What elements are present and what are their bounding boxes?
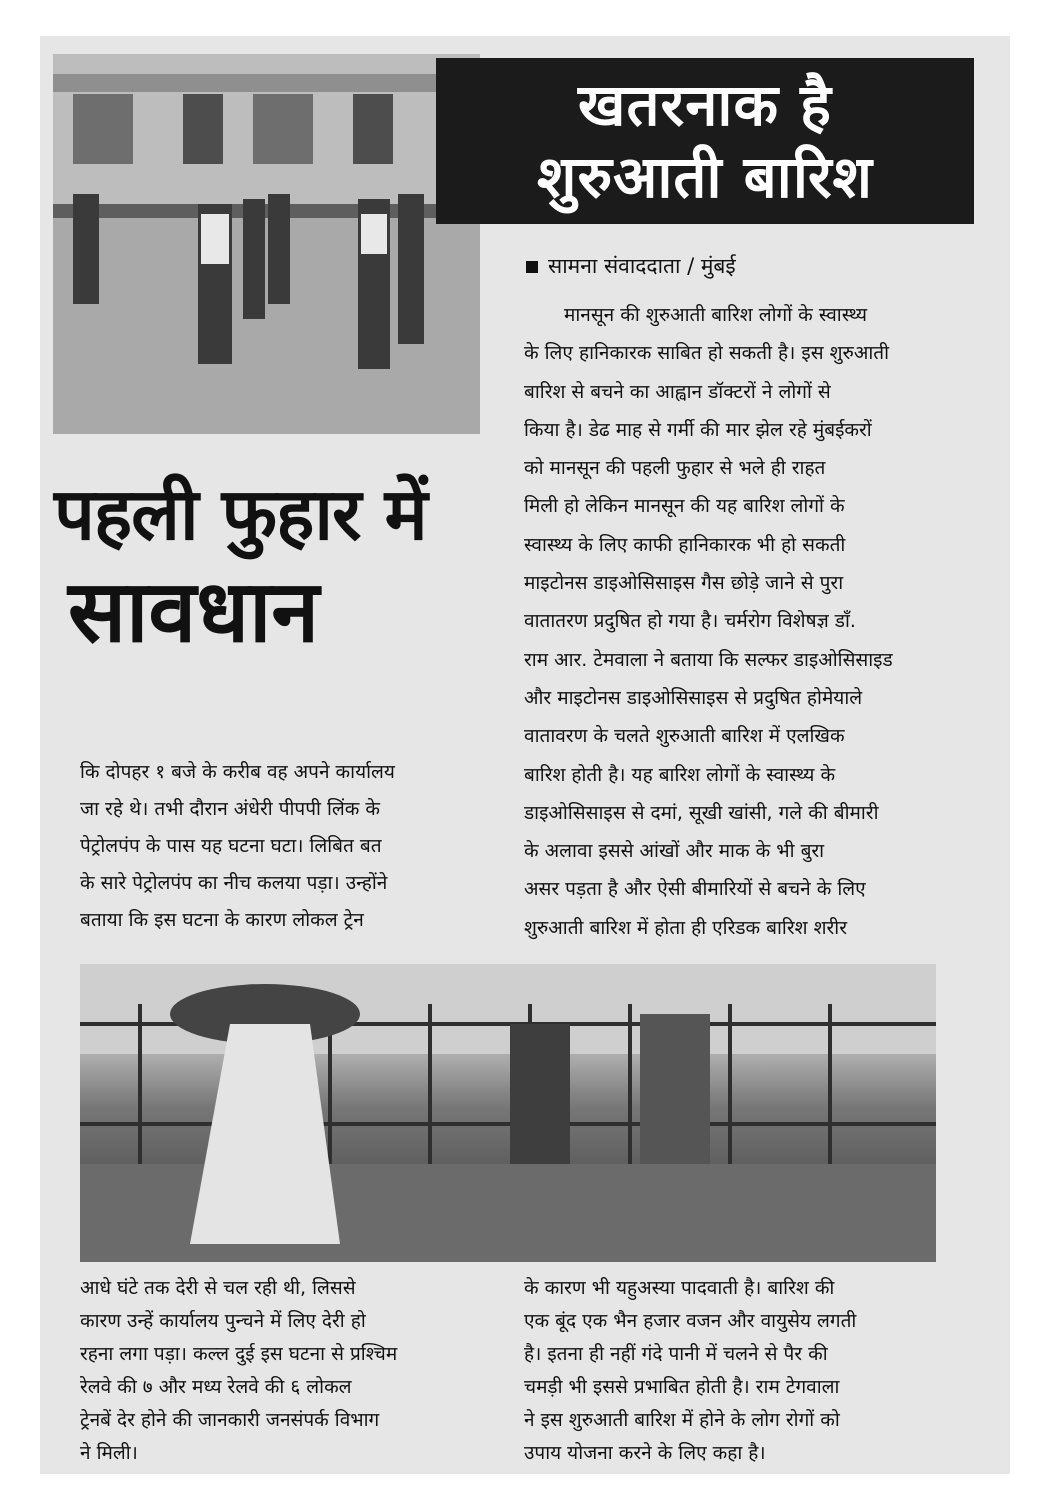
article-line: के कारण भी यहुअस्या पादवाती है। बारिश की xyxy=(524,1277,835,1299)
article-line: ने मिली। xyxy=(80,1442,138,1464)
article-line: पेट्रोलपंप के पास यह घटना घटा। लिबित बत xyxy=(80,835,382,857)
article-line: के सारे पेट्रोलपंप का नीच कलया पड़ा। उन्होंने xyxy=(80,872,388,894)
article-line: है। इतना ही नहीं गंदे पानी में चलने से पैर की xyxy=(524,1343,828,1365)
article-line: आधे घंटे तक देरी से चल रही थी, लिससे xyxy=(80,1277,356,1299)
article-line: ने इस शुरुआती बारिश में होने के लोग रोगों को xyxy=(524,1409,840,1431)
headline-line2: शुरुआती बारिश xyxy=(537,143,873,211)
article-line: कारण उन्हें कार्यालय पुन्चने में लिए देरी हो xyxy=(80,1310,366,1332)
article-line: के अलावा इससे आंखों और माक के भी बुरा xyxy=(524,840,825,863)
rain-street-photo xyxy=(80,964,936,1262)
article-line: ट्रेनबें देर होने की जानकारी जनसंपर्क विभाग xyxy=(80,1409,380,1431)
subheadline-line2: सावधान xyxy=(68,562,320,662)
article-line: किया है। डेढ माह से गर्मी की मार झेल रहे मुंबईकरों xyxy=(524,418,872,441)
article-line: उपाय योजना करने के लिए कहा है। xyxy=(524,1442,766,1464)
headline-line1: खतरनाक है xyxy=(578,71,832,139)
article-line: रेलवे की ७ और मध्य रेलवे की ६ लोकल xyxy=(80,1376,352,1398)
article-line: वातावरण के चलते शुरुआती बारिश में एलखिक xyxy=(524,725,845,748)
article-line: बारिश होती है। यह बारिश लोगों के स्वास्थ्य के xyxy=(524,763,836,786)
train-platform-photo xyxy=(53,54,480,434)
article-line: असर पड़ता है और ऐसी बीमारियों से बचने के लिए xyxy=(524,878,866,901)
article-line: स्वास्थ्य के लिए काफी हानिकारक भी हो सकती xyxy=(524,533,846,556)
article-line: मिली हो लेकिन मानसून की यह बारिश लोगों के xyxy=(524,495,845,518)
article-line: राम आर. टेमवाला ने बताया कि सल्फर डाइओसिसाइड xyxy=(524,648,893,671)
byline-square-icon xyxy=(526,261,538,273)
article-line: एक बूंद एक भैन हजार वजन और वायुसेय लगती xyxy=(524,1310,857,1332)
article-line: कि दोपहर १ बजे के करीब वह अपने कार्यालय xyxy=(80,761,395,783)
article-line: शुरुआती बारिश में होता ही एरिडक बारिश शरीर xyxy=(524,916,847,939)
article-line: बताया कि इस घटना के कारण लोकल ट्रेन xyxy=(80,909,364,931)
article-line: मानसून की शुरुआती बारिश लोगों के स्वास्थ्य xyxy=(564,304,868,326)
byline xyxy=(526,252,736,280)
article-line: माइटोनस डाइओसिसाइस गैस छोड़े जाने से पुरा xyxy=(524,572,844,595)
subheadline xyxy=(54,466,494,662)
article-line: के लिए हानिकारक साबित हो सकती है। इस शुरुआती xyxy=(524,342,890,365)
newspaper-clipping xyxy=(40,36,1010,1474)
article-line: वातातरण प्रदुषित हो गया है। चर्मरोग विशेषज्ञ डॉं. xyxy=(524,610,856,633)
article-line: बारिश से बचने का आह्वान डॉक्टरों ने लोगों से xyxy=(524,380,831,403)
article-column-left-middle xyxy=(80,754,482,939)
article-line: रहना लगा पड़ा। कल्ल दुई इस घटना से प्रश्चिम xyxy=(80,1343,398,1365)
article-line: चमड़ी भी इससे प्रभाबित होती है। राम टेगवाला xyxy=(524,1376,840,1398)
article-line: को मानसून की पहली फुहार से भले ही राहत xyxy=(524,457,826,480)
article-line: डाइओसिसाइस से दमां, सूखी खांसी, गले की बीमारी xyxy=(524,801,879,824)
article-column-left-bottom xyxy=(80,1272,490,1470)
byline-text: सामना संवाददाता / मुंबई xyxy=(548,254,736,278)
article-line: और माइटोनस डाइओसिसाइस से प्रदुषित होमेयाले xyxy=(524,686,863,709)
article-column-right-top xyxy=(524,296,956,947)
article-column-right-bottom xyxy=(524,1272,956,1470)
headline-box xyxy=(436,58,974,224)
article-line: जा रहे थे। तभी दौरान अंधेरी पीपपी लिंक के xyxy=(80,798,380,820)
subheadline-line1: पहली फुहार में xyxy=(54,472,427,556)
